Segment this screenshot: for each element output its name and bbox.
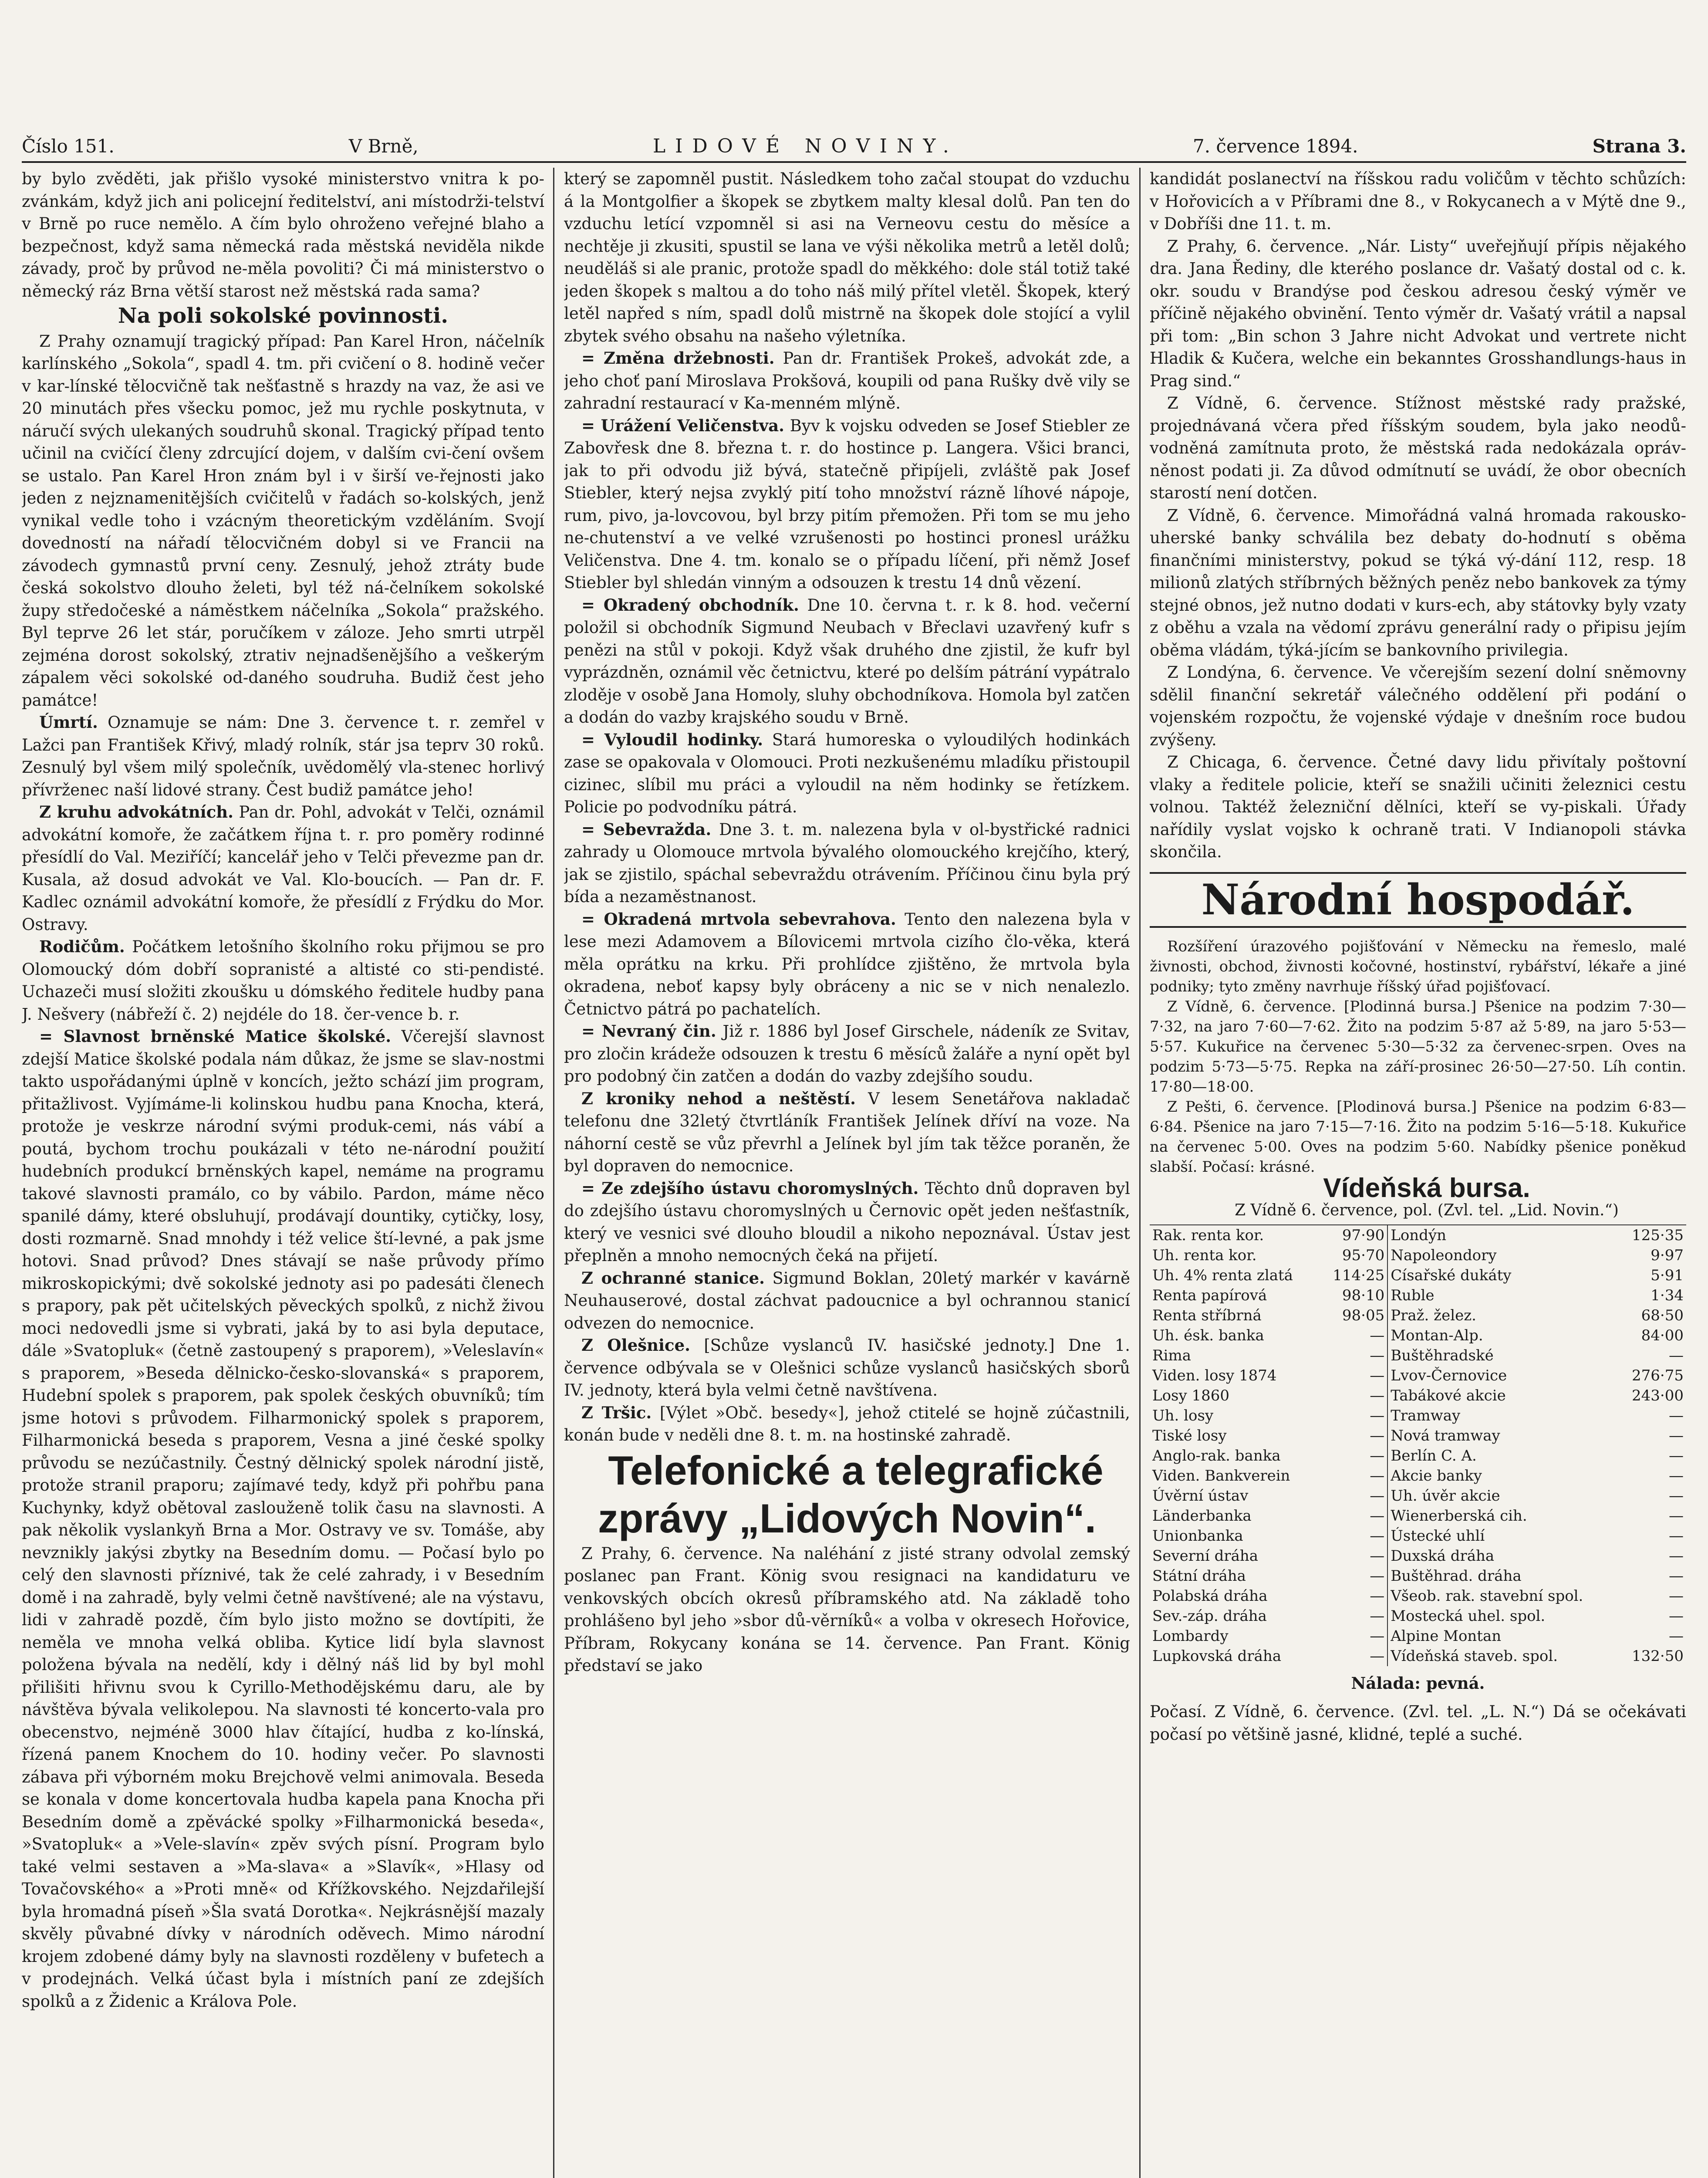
page-header <box>22 131 1686 163</box>
rate-name: Ústecké uhlí <box>1391 1527 1485 1545</box>
rate-value: — <box>1320 1346 1387 1366</box>
rate-value: 84·00 <box>1641 1326 1684 1344</box>
market-mood: Nálada: pevná. <box>1351 1673 1485 1693</box>
column-divider <box>1139 168 1141 2178</box>
rate-name: Viden. losy 1874 <box>1152 1366 1277 1384</box>
rate-value: — <box>1320 1366 1387 1386</box>
table-row <box>1150 1366 1686 1386</box>
rate-name: Länderbanka <box>1152 1507 1252 1525</box>
article-paragraph: Z Prahy oznamují tragický případ: Pan Karel Hron, náčelník karlínského „Sokola“, spadl 4. tm. při cvičení o 8. hodině večer v kar-línské tělocvičně tak nešťastně s hrazdy na vaz, že asi ve 20 minutách přes všecku pomoc, jež mu rychle poskytnuta, v náručí svých ulekaných soudruhů skonal. Tragický případ tento učinil na cvičící členy zdrcující dojem, v dalším cvi-čení ovšem se ustalo. Pan Karel Hron znám byl i v širší ve-řejnosti jako jeden z nejznamenitějších cvičitelů v řadách so-kolských, jenž vynikal vedle toho i vzácným theoretickým vzděláním. Svojí dovedností na nářadí tělocvičném dobyl si ve Francii na závodech gymnastů první ceny. Zesnulý, jehož ztráty bude česká sokolstvo dlouho želeti, byl též ná-čelníkem sokolské župy středočeské a náměstkem náčelníka „Sokola“ pražského. Byl teprve 26 let stár, poručíkem v záloze. Jeho smrti utrpěl zejména dorost sokolský, ztrativ nejnadšenějšího a veškerým zápalem věci sokolské od-daného soudruha. Budiž čest jeho památce! <box>22 331 544 710</box>
rate-value: 132·50 <box>1632 1647 1684 1665</box>
article-paragraph: [Výlet »Obč. besedy«], jehož ctitelé se hojně zúčastnili, konán bude v neděli dne 8. t. m. na hostinské zahradě. <box>564 1403 1130 1444</box>
rate-name: Lombardy <box>1152 1627 1229 1645</box>
rate-name: Tramway <box>1391 1407 1461 1424</box>
rate-value: — <box>1320 1466 1387 1486</box>
weather-report: Počasí. Z Vídně, 6. července. (Zvl. tel. „L. N.“) Dá se očekávati počasí po většině jasné, klidné, teplé a suché. <box>1150 1702 1686 1744</box>
rate-value: — <box>1669 1427 1684 1444</box>
rate-value: — <box>1320 1406 1387 1426</box>
article-heading: = Sebevražda. <box>581 819 712 839</box>
bourse-title: Vídeňská bursa. <box>1323 1173 1530 1203</box>
rate-name: Uh. ésk. banka <box>1152 1326 1264 1344</box>
table-row <box>1150 1245 1686 1265</box>
article-heading: Z kruhu advokátních. <box>39 802 234 822</box>
rate-name: Buštěhradské <box>1391 1346 1494 1364</box>
rate-value: 1·34 <box>1651 1286 1684 1304</box>
rate-name: Uh. renta kor. <box>1152 1246 1257 1264</box>
column-3 <box>1150 168 1686 2178</box>
rate-value: — <box>1320 1446 1387 1466</box>
rate-name: Úvěrní ústav <box>1152 1487 1249 1505</box>
rate-value: — <box>1669 1507 1684 1525</box>
rate-name: Praž. želez. <box>1391 1306 1476 1324</box>
table-row <box>1150 1626 1686 1646</box>
rate-value: — <box>1320 1326 1387 1346</box>
article-paragraph: Pan dr. František Prokeš, advokát zde, a jeho choť paní Miroslava Prokšová, koupili od pana Rušky dvě vily se zahradní restaurací v Ka-menném mlýně. <box>564 349 1130 413</box>
rate-name: Unionbanka <box>1152 1527 1243 1545</box>
table-row <box>1150 1386 1686 1406</box>
rate-name: Lvov-Černovice <box>1391 1366 1507 1384</box>
rate-name: Všeob. rak. stavební spol. <box>1391 1587 1583 1605</box>
page-number: Strana 3. <box>1592 135 1686 157</box>
article-paragraph: Stará humoreska o vyloudilých hodinkách zase se opakovala v Olomouci. Proti nezkušenému mladíku přistoupil cizinec, slíbil mu práci a vyloudil na něm hodinky se řetízkem. Policie po podvodníku pátrá. <box>564 730 1130 816</box>
article-heading: Z kroniky nehod a neštěstí. <box>581 1089 856 1108</box>
article-paragraph: Z Vídně, 6. července. Stížnost městské rady pražské, projednávaná včera před říšským soudem, byla jako neodů-vodněná zamítnuta proto, že městská rada nedokázala opráv-něnost podati ji. Za důvod odmítnutí se uvádí, že obor obecních starostí není dotčen. <box>1150 394 1686 502</box>
table-row <box>1150 1526 1686 1546</box>
rate-value: — <box>1669 1467 1684 1485</box>
rate-name: Tabákové akcie <box>1391 1387 1506 1404</box>
rate-name: Viden. Bankverein <box>1152 1467 1290 1485</box>
rate-name: Uh. 4% renta zlatá <box>1152 1266 1293 1284</box>
article-paragraph: Počátkem letošního školního roku přijmou se pro Olomoucký dóm dobří sopranisté a altisté co sti-pendisté. Uchazeči musí složiti zkoušku u dómského ředitele hudby pana J. Nešvery (nábřeží č. 2) nejdéle do 18. čer-vence b. r. <box>22 937 544 1024</box>
rate-value: — <box>1669 1346 1684 1364</box>
article-heading: Rodičům. <box>39 937 125 956</box>
rate-name: Alpine Montan <box>1391 1627 1502 1645</box>
article-paragraph: kandidát poslanectví na říšskou radu voličům v těchto schůzích: v Hořovicích a v Příbrami dne 8., v Rokycanech a v Mýtě dne 9., v Dobříši dne 11. t. m. <box>1150 169 1686 233</box>
article-paragraph: V lesem Senetářova nakladač telefonu dne 32letý čtvrtláník František Jelínek dříví na voze. Na náhorní cestě se vůz převrhl a Jelínek byl jím tak těžce poraněn, že byl dopraven do nemocnice. <box>564 1089 1130 1175</box>
article-paragraph: Včerejší slavnost zdejší Matice školské podala nám důkaz, že jsme se slav-nostmi takto uspořádanými úplně v koncích, ježto schází jim program, přitažlivost. Vyjímáme-li kolinskou hudbu pana Knocha, která, protože je veskrze národní svými produk-cemi, nás vábí a poutá, bychom trochu poukázali v této ne-národní použití hudebních produkcí brněnských kapel, nemáme na programu takové slavnosti pramálo, co by vábilo. Pardon, máme něco spanilé dámy, které obsluhují, prodávají dountiky, cytičky, losy, dosti rozmarně. Snad mnohdy i též velice ští-levné, a pak jsme hotovi. Snad průvod? Dnes stávají se naše průvody přímo mikroskopickými; dvě sokolské jednoty asi po padesáti členech s prapory, pak pět učitelských pěveckých spolků, z nichž živou moci nedovedli jsme si vybrati, jaká by to asi byla deputace, dále »Svatopluk« (četně zastoupený s praporem), »Veleslavín« s praporem, »Beseda dělnicko-česko-slovanská« s praporem, Hudební spolek s praporem, pak spolek českých obuvníků; tím jsme hotovi s průvodem. Filharmonický spolek s praporem, Filharmonická beseda s praporem, Vesna a jiné české spolky průvodu se nezúčastnily. Čestný dělnický spolek národní jistě, protože stranil praporu; zajímavé tedy, když při pohřbu pana Kuchynky, když obětoval zaslouženě tolik času na slavnosti. A pak několik vyslankyň Brna a Mor. Ostravy ve sv. Tomáše, aby nevznikly jakýsi zbytky na Besedním domu. — Počasí bylo po celý den slavnosti příznivé, tak že celé zahrady, i v Besedním domě i na zahradě, byly velmi četně navštívené; ale na výstavu, lidi v zahradě pozdě, čím bylo jisto možno se dovtípiti, že neměla ve mnoha velká obliba. Kytice lidí byla slavnost položena bývala na nedělí, kdy i dělný náš lid by byl mohl přilišiti hřivnu svou k Cyrillo-Methodějskému daru, ale by návštěva bývala velikolepou. Na slavnosti té koncerto-vala pro obecenstvo, nejméně 3000 hlav čítající, hudba z ko-línská, řízená panem Knochem do 10. hodiny večer. Po slavnosti zábava při výborném moku Brejchově velmi animovala. Beseda se konala v dome koncertovala hudba kapela pana Knocha při Besedním domě a zpěvácké spolky »Filharmonická beseda«, »Svatopluk« a »Vele-slavín« zpěv svých písní. Program bylo také velmi sestaven a »Ma-slava« a »Slavík«, »Hlasy od Tovačovského« a »Proti mně« od Křížkovského. Nejzdařilejší byla hromadná píseň »Šla svatá Dorotka«. Nejkrásnější mazaly skvěly půvabné dívky v národních oděvech. Mimo národní krojem zdobené dámy byly na slavnosti rozděleny v bufetech a v prodejnách. Velká účast byla i místních paní ze zdejších spolků a z Židenic a Králova Pole. <box>22 1027 544 2011</box>
article-paragraph: Tento den nalezena byla v lese mezi Adamovem a Bílovicemi mrtvola cizího člo-věka, která měla oprátku na krku. Při prohlídce zjištěno, že mrtvola byla okradena, neboť kapsy byly obráceny a nic se v nich nenalezlo. Četnictvo pátrá po pachatelích. <box>564 910 1130 1018</box>
economy-section-title: Národní hospodář. <box>1150 872 1686 928</box>
article-paragraph: Rozšíření úrazového pojišťování v Německu na řemeslo, malé živnosti, obchod, živnosti kočovné, hostinství, rybářství, lékaře a jiné podniky; tyto změny navrhuje říšský úřad pojišťovací. <box>1150 937 1686 995</box>
rate-value: — <box>1320 1626 1387 1646</box>
rate-value: — <box>1669 1547 1684 1565</box>
article-heading: = Slavnost brněnské Matice školské. <box>39 1027 392 1046</box>
article-heading: = Vyloudil hodinky. <box>581 730 763 749</box>
article-paragraph: Z Londýna, 6. července. Ve včerejším sezení dolní sněmovny sdělil finanční sekretář válečného oddělení při podání o vojenském rozpočtu, že vojenské výdaje v dnešním roce budou zvýšeny. <box>1150 663 1686 749</box>
article-paragraph: Těchto dnů dopraven byl do zdejšího ústavu choromyslných u Černovic opět jeden nešťastník, který ve vesnici své dlouho bloudil a nikoho nepoznával. Ústav jest přeplněn a mnoho nemocných čeká na přijetí. <box>564 1179 1130 1265</box>
article-paragraph: Pan dr. Pohl, advokát v Telči, oznámil advokátní komoře, že začátkem října t. r. pro poměry rodinné přesídlí do Val. Meziříčí; kancelář jeho v Telči převezme pan dr. Kusala, až dosud advokát ve Val. Klo-boucích. — Pan dr. F. Kadlec oznámil advokátní komoře, že přesídlí z Frýdku do Mor. Ostravy. <box>22 803 544 934</box>
article-paragraph: Z Vídně, 6. července. Mimořádná valná hromada rakousko-uherské banky schválila bez debaty do-hodnutí s oběma finančními ministerstvy, pokud se týká vý-dání 112, resp. 18 milionů zlatých stříbrných běžných peněz nebo bankovek za týmy stejné obnos, jež nutno dodati v kurs-ech, aby státovky byly vzaty z oběhu a vzala na vědomí zprávu generální rady o připisu jejím oběma vládám, týká-jícím se bankovního privilegia. <box>1150 506 1686 659</box>
table-row <box>1150 1566 1686 1586</box>
rate-name: Renta stříbrná <box>1152 1306 1262 1324</box>
rate-value: — <box>1320 1546 1387 1566</box>
table-row <box>1150 1225 1686 1245</box>
table-row <box>1150 1586 1686 1606</box>
rate-value: — <box>1320 1486 1387 1506</box>
bourse-rates-table <box>1150 1224 1686 1666</box>
rate-name: Napoleondory <box>1391 1246 1497 1264</box>
rate-value: 98·10 <box>1320 1285 1387 1305</box>
rate-name: Státní dráha <box>1152 1567 1246 1585</box>
article-heading: = Okradený obchodník. <box>581 595 799 615</box>
article-paragraph: Z Chicaga, 6. července. Četné davy lidu přivítaly poštovní vlaky a ředitele policie, kteří se snažili učiniti železnici cestu volnou. Taktéž železniční dělníci, kteří se vy-piskali. Úřady nařídily vyslat vojsko k ochraně trati. V Indianopoli stávka skončila. <box>1150 753 1686 861</box>
table-row <box>1150 1285 1686 1305</box>
rate-value: 9·97 <box>1651 1246 1684 1264</box>
issue-date: 7. července 1894. <box>1193 135 1358 157</box>
rate-name: Vídeňská staveb. spol. <box>1391 1647 1558 1665</box>
rate-value: — <box>1320 1566 1387 1586</box>
rate-value: 5·91 <box>1651 1266 1684 1284</box>
rate-name: Losy 1860 <box>1152 1387 1230 1404</box>
table-row <box>1150 1265 1686 1285</box>
table-row <box>1150 1326 1686 1346</box>
table-row <box>1150 1305 1686 1326</box>
newspaper-title: LIDOVÉ NOVINY. <box>652 135 959 157</box>
rate-value: — <box>1320 1586 1387 1606</box>
table-row <box>1150 1606 1686 1626</box>
rate-value: — <box>1320 1646 1387 1666</box>
article-heading: Z ochranné stanice. <box>581 1268 765 1288</box>
city-name: V Brně, <box>348 135 419 157</box>
article-paragraph: Oznamuje se nám: Dne 3. července t. r. zemřel v Lažci pan František Křivý, mladý rolník, stár jsa teprv 30 roků. Zesnulý byl všem milý společník, uvědomělý vla-stenec horlivý přívrženec naší lidové strany. Čest budiž památce jeho! <box>22 713 544 799</box>
rate-name: Rak. renta kor. <box>1150 1225 1320 1245</box>
rate-value: 95·70 <box>1320 1245 1387 1265</box>
article-paragraph: [Schůze vyslanců IV. hasičské jednoty.] Dne 1. července odbývala se v Olešnici schůze vyslanců hasičských sborů IV. jednoty, která byla velmi četně navštívena. <box>564 1336 1130 1400</box>
rate-name: Londýn <box>1387 1225 1620 1245</box>
rate-name: Tiské losy <box>1152 1427 1227 1444</box>
article-heading: Na poli sokolské povinnosti. <box>118 304 449 328</box>
article-paragraph: Z Prahy, 6. července. Na naléhání z jisté strany odvolal zemský poslanec pan Frant. König svou resignaci na kandidaturu ve venkovských obcích okresů příbramského atd. Na základě toho prohlášeno byl jeho »sbor dů-věrníků« a volba v okresech Hořovice, Příbram, Rokycany konána se 14. července. Pan Frant. König představí se jako <box>564 1544 1130 1675</box>
rate-value: 97·90 <box>1320 1225 1387 1245</box>
rate-value: — <box>1669 1587 1684 1605</box>
rate-value: — <box>1669 1447 1684 1464</box>
article-paragraph: Z Prahy, 6. července. „Nár. Listy“ uveřejňují přípis nějakého dra. Jana Řediny, dle kterého poslance dr. Vašatý dostal od c. k. okr. soudu v Brandýse pod českou adresou český výměr ve příčině nějakého obvinění. Tento výměr dr. Vašatý vrátil a napsal při tom: „Bin schon 3 Jahre nicht Advokat und vertrete nicht Hladik & Kučera, welche ein bekanntes Grosshandlungs-haus in Prag sind.“ <box>1150 237 1686 390</box>
article-heading: = Okradená mrtvola sebevrahova. <box>581 909 896 929</box>
rate-value: 243·00 <box>1632 1387 1684 1404</box>
rate-value: — <box>1669 1487 1684 1505</box>
rate-name: Severní dráha <box>1152 1547 1259 1565</box>
telegram-section-title: Telefonické a telegrafické zprávy „Lidových Novin“. <box>598 1447 1104 1541</box>
rate-name: Ruble <box>1391 1286 1435 1304</box>
bourse-subtitle: Z Vídně 6. července, pol. (Zvl. tel. „Lid. Novin.“) <box>1235 1201 1619 1219</box>
rate-name: Rima <box>1152 1346 1191 1364</box>
rate-name: Renta papírová <box>1152 1286 1267 1304</box>
table-row <box>1150 1546 1686 1566</box>
table-row <box>1150 1506 1686 1526</box>
column-2 <box>564 168 1130 2178</box>
article-heading: Z Olešnice. <box>581 1336 690 1355</box>
rate-name: Mostecká uhel. spol. <box>1391 1607 1546 1625</box>
rate-value: — <box>1669 1567 1684 1585</box>
article-heading: = Změna držebnosti. <box>581 348 775 368</box>
rate-name: Buštěhrad. dráha <box>1391 1567 1522 1585</box>
table-row <box>1150 1346 1686 1366</box>
rate-value: — <box>1320 1386 1387 1406</box>
article-heading: Z Tršic. <box>581 1403 652 1422</box>
rate-name: Nová tramway <box>1391 1427 1500 1444</box>
rate-value: 125·35 <box>1620 1225 1686 1245</box>
table-row <box>1150 1646 1686 1666</box>
article-heading: = Ze zdejšího ústavu choromyslných. <box>581 1178 919 1198</box>
column-divider <box>553 168 554 2178</box>
article-paragraph: Z Pešti, 6. července. [Plodinová bursa.] Pšenice na podzim 6·83—6·84. Pšenice na jaro 7·15—7·16. Žito na podzim 5·16—5·18. Kukuřice na červenec 5·00. Oves na podzim 5·60. Nabídky pšenice poněkud slabší. Počasí: krásné. <box>1150 1098 1686 1176</box>
article-heading: Úmrtí. <box>39 713 98 732</box>
column-1 <box>22 168 544 2178</box>
article-heading: = Nevraný čin. <box>581 1021 716 1041</box>
article-paragraph: Byv k vojsku odveden se Josef Stiebler ze Zabovřesk dne 8. března t. r. do hostince p. Langera. Všici branci, jak to při odvodu již bývá, statečně připíjeli, zvláště pak Josef Stiebler, který nejsa zvyklý pití toho množství rázně líhové nápoje, rum, pivo, ja-lovcovou, byl brzy pitím přemožen. Při tom se mu jeho ne-chutenství a ve velké vzrušenosti po hostinci pronesl urážku Veličenstva. Dne 4. tm. konalo se o případu líčení, při němž Josef Stiebler byl shledán vinným a odsouzen k trestu 14 dnů vězení. <box>564 416 1130 592</box>
rate-name: Polabská dráha <box>1152 1587 1268 1605</box>
rate-name: Sev.-záp. dráha <box>1152 1607 1267 1625</box>
rate-value: 114·25 <box>1320 1265 1387 1285</box>
article-paragraph: by bylo zvěděti, jak přišlo vysoké ministerstvo vnitra k po-zvánkám, když jich ani policejní ředitelství, ani místodrži-telství v Brně po ruce nemělo. A čím bylo ohroženo veřejné blaho a bezpečnost, když sama německá rada městská neviděla nikde závady, proč by průvod ne-měla povoliti? Či má ministerstvo o německý ráz Brna větší starost než městská rada sama? <box>22 169 544 301</box>
rate-value: 98·05 <box>1320 1305 1387 1326</box>
rate-name: Lupkovská dráha <box>1152 1647 1282 1665</box>
rate-name: Montan-Alp. <box>1391 1326 1483 1344</box>
article-paragraph: Sigmund Boklan, 20letý markér v kavárně Neuhauserové, dostal záchvat padoucnice a byl ochrannou stanicí odvezen do nemocnice. <box>564 1268 1130 1333</box>
rate-value: 276·75 <box>1632 1366 1684 1384</box>
table-row <box>1150 1446 1686 1466</box>
rate-name: Berlín C. A. <box>1391 1447 1477 1464</box>
issue-number: Číslo 151. <box>22 135 115 157</box>
article-paragraph: Dne 10. června t. r. k 8. hod. večerní položil si obchodník Sigmund Neubach v Břeclavi uzavřený kufr s penězi na stůl v pokoji. Když však druhého dne zjistil, že kufr byl vyprázdněn, oznámil věc četnictvu, které po delším pátrání vypátralo zloděje v osobě Jana Homoly, sluhy obchodníkova. Homola byl zatčen a dodán do vazby krajského soudu v Brně. <box>564 595 1130 727</box>
table-row <box>1150 1426 1686 1446</box>
rate-value: — <box>1669 1627 1684 1645</box>
rate-value: — <box>1669 1527 1684 1545</box>
rate-value: — <box>1669 1607 1684 1625</box>
rate-name: Císařské dukáty <box>1391 1266 1512 1284</box>
rate-name: Anglo-rak. banka <box>1152 1447 1281 1464</box>
rate-value: — <box>1320 1526 1387 1546</box>
article-heading: = Urážení Veličenstva. <box>581 416 785 435</box>
rate-name: Uh. úvěr akcie <box>1391 1487 1500 1505</box>
rate-name: Akcie banky <box>1391 1467 1482 1485</box>
rate-name: Wienerberská cih. <box>1391 1507 1527 1525</box>
rate-name: Uh. losy <box>1152 1407 1214 1424</box>
rate-value: — <box>1320 1426 1387 1446</box>
article-paragraph: Z Vídně, 6. července. [Plodinná bursa.] Pšenice na podzim 7·30—7·32, na jaro 7·60—7·62. Žito na podzim 5·87 až 5·89, na jaro 5·53—5·57. Kukuřice na červenec 5·30—5·32 za červenec-srpen. Oves na podzim 5·73—5·75. Repka na září-prosinec 26·50—27·50. Líh contin. 17·80—18·00. <box>1150 998 1686 1096</box>
table-row <box>1150 1406 1686 1426</box>
table-row <box>1150 1486 1686 1506</box>
table-row <box>1150 1466 1686 1486</box>
rate-name: Duxská dráha <box>1391 1547 1495 1565</box>
article-paragraph: Již r. 1886 byl Josef Girschele, nádeník ze Svitav, pro zločin krádeže odsouzen k trestu 6 měsíců žaláře a nyní opět byl pro podobný čin zatčen a dodán do vazby zdejšího soudu. <box>564 1022 1130 1086</box>
rate-value: — <box>1320 1506 1387 1526</box>
article-paragraph: který se zapomněl pustit. Následkem toho začal stoupat do vzduchu á la Montgolfier a škopek se zbytkem malty klesal dolů. Pan ten do vzduchu letící vzpomněl si asi na Verneovu cestu do měsíce a nechtěje ji zkusiti, spustil se lana ve výši několika metrů a letěl dolů; neuděláš si ale pranic, protože spadl do měkkého: dole stál totiž také jeden škopek s maltou a do toho náš milý přítel vletěl. Škopek, který letěl napřed s ním, spadl dolů mistrně na škopek dole stojící a vylil zbytek svého obsahu na našeho výletníka. <box>564 169 1130 345</box>
rate-value: 68·50 <box>1641 1306 1684 1324</box>
article-paragraph: Dne 3. t. m. nalezena byla v ol-bystřické radnici zahrady u Olomouce mrtvola bývalého olomouckého krejčího, který, jak se zjistilo, spáchal sebevraždu otrávením. Příčinou činu byla prý bída a nezaměstnanost. <box>564 820 1130 906</box>
rate-value: — <box>1320 1606 1387 1626</box>
rate-value: — <box>1669 1407 1684 1424</box>
